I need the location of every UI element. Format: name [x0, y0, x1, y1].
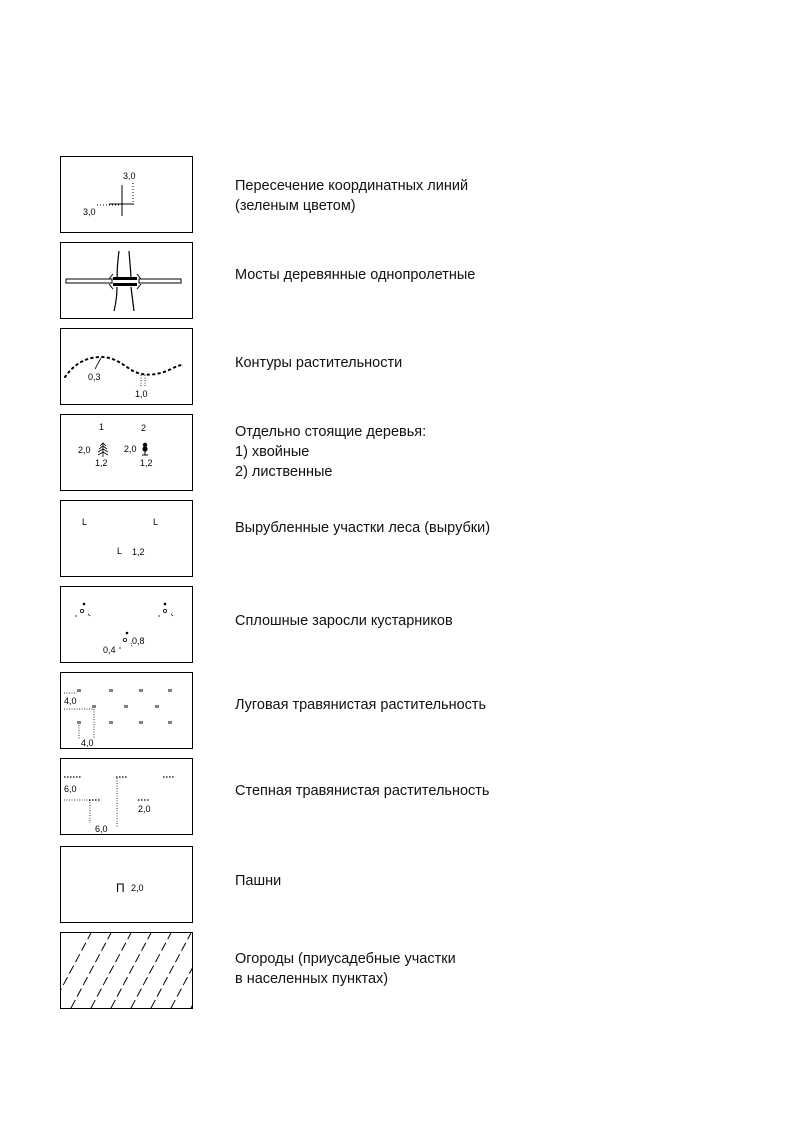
description-line: Луговая травянистая растительность: [235, 697, 487, 713]
arable-sign: П: [116, 881, 125, 895]
shrub-mark: [75, 603, 90, 616]
dimension-label: 2,0: [124, 444, 137, 454]
dimension-label: 4,0: [64, 696, 77, 706]
steppe-description: [235, 781, 489, 801]
dimension-label: 2,0: [131, 883, 144, 893]
clearing-sign: L: [117, 546, 123, 556]
gardens-symbol: [60, 932, 193, 1009]
dimension-label: 0,8: [132, 636, 145, 646]
single-trees-symbol: [60, 414, 193, 491]
vegetation-contours-symbol: [60, 328, 193, 405]
arable-symbol: [60, 846, 193, 923]
deciduous-tree-icon: [142, 443, 148, 455]
wooden-bridge-description: [235, 265, 475, 285]
description-line: Контуры растительности: [235, 355, 403, 371]
dimension-label: 3,0: [83, 207, 96, 217]
description-line: в населенных пунктах): [235, 971, 389, 987]
grid-intersection-description: [235, 176, 468, 216]
dimension-label: 6,0: [64, 784, 77, 794]
dimension-label: 2,0: [78, 445, 91, 455]
description-line: Отдельно стоящие деревья:: [235, 424, 427, 440]
clearings-description: [235, 518, 490, 538]
dimension-label: 0,4: [103, 645, 116, 655]
clearings-symbol: [60, 500, 193, 577]
legend-row-clearings: [60, 500, 760, 578]
description-line: Степная травянистая растительность: [235, 783, 490, 799]
dimension-label: 4,0: [81, 738, 94, 748]
clearing-sign: L: [82, 517, 88, 527]
legend-row-steppe: [60, 758, 760, 836]
legend-row-shrubs: [60, 586, 760, 664]
legend-row-vegetation-contours: [60, 328, 760, 406]
shrubs-description: [235, 611, 453, 631]
description-line: Пашни: [235, 873, 282, 889]
tree-type-number: 1: [99, 422, 105, 432]
grid-intersection-symbol: [60, 156, 193, 233]
shrub-mark: [158, 603, 173, 616]
meadow-description: [235, 695, 486, 715]
description-line: Вырубленные участки леса (вырубки): [235, 520, 491, 536]
dimension-label: 1,0: [135, 389, 148, 399]
single-trees-description: [235, 422, 426, 482]
steppe-grass-marks: [64, 777, 174, 800]
meadow-symbol: [60, 672, 193, 749]
arable-description: [235, 871, 281, 891]
conifer-tree-icon: [98, 443, 108, 457]
dimension-label: 1,2: [132, 547, 145, 557]
legend-row-gardens: [60, 932, 760, 1010]
dimension-label: 2,0: [138, 804, 151, 814]
shrub-mark: [119, 632, 132, 648]
description-line: Огороды (приусадебные участки: [235, 951, 456, 967]
shrubs-symbol: [60, 586, 193, 663]
legend-row-meadow: [60, 672, 760, 750]
tree-type-number: 2: [141, 423, 147, 433]
legend-row-arable: [60, 846, 760, 924]
dimension-label: 1,2: [95, 458, 108, 468]
description-line: Пересечение координатных линий: [235, 178, 469, 194]
meadow-grass-marks: [78, 689, 171, 724]
description-line: (зеленым цветом): [235, 198, 356, 214]
description-line: 1) хвойные: [235, 444, 310, 460]
gardens-hatch-pattern: [61, 933, 192, 1008]
legend-row-grid-intersection: [60, 156, 760, 234]
wooden-bridge-symbol: [60, 242, 193, 319]
gardens-description: [235, 949, 456, 989]
dimension-label: 1,2: [140, 458, 153, 468]
description-line: Мосты деревянные однопролетные: [235, 267, 476, 283]
clearing-sign: L: [153, 517, 159, 527]
dimension-label: 0,3: [88, 372, 101, 382]
dimension-label: 3,0: [123, 171, 136, 181]
legend-row-single-trees: [60, 414, 760, 492]
steppe-symbol: [60, 758, 193, 835]
dimension-label: 6,0: [95, 824, 108, 834]
description-line: Сплошные заросли кустарников: [235, 613, 453, 629]
legend-row-wooden-bridge: [60, 242, 760, 320]
description-line: 2) лиственные: [235, 464, 333, 480]
vegetation-contours-description: [235, 353, 402, 373]
